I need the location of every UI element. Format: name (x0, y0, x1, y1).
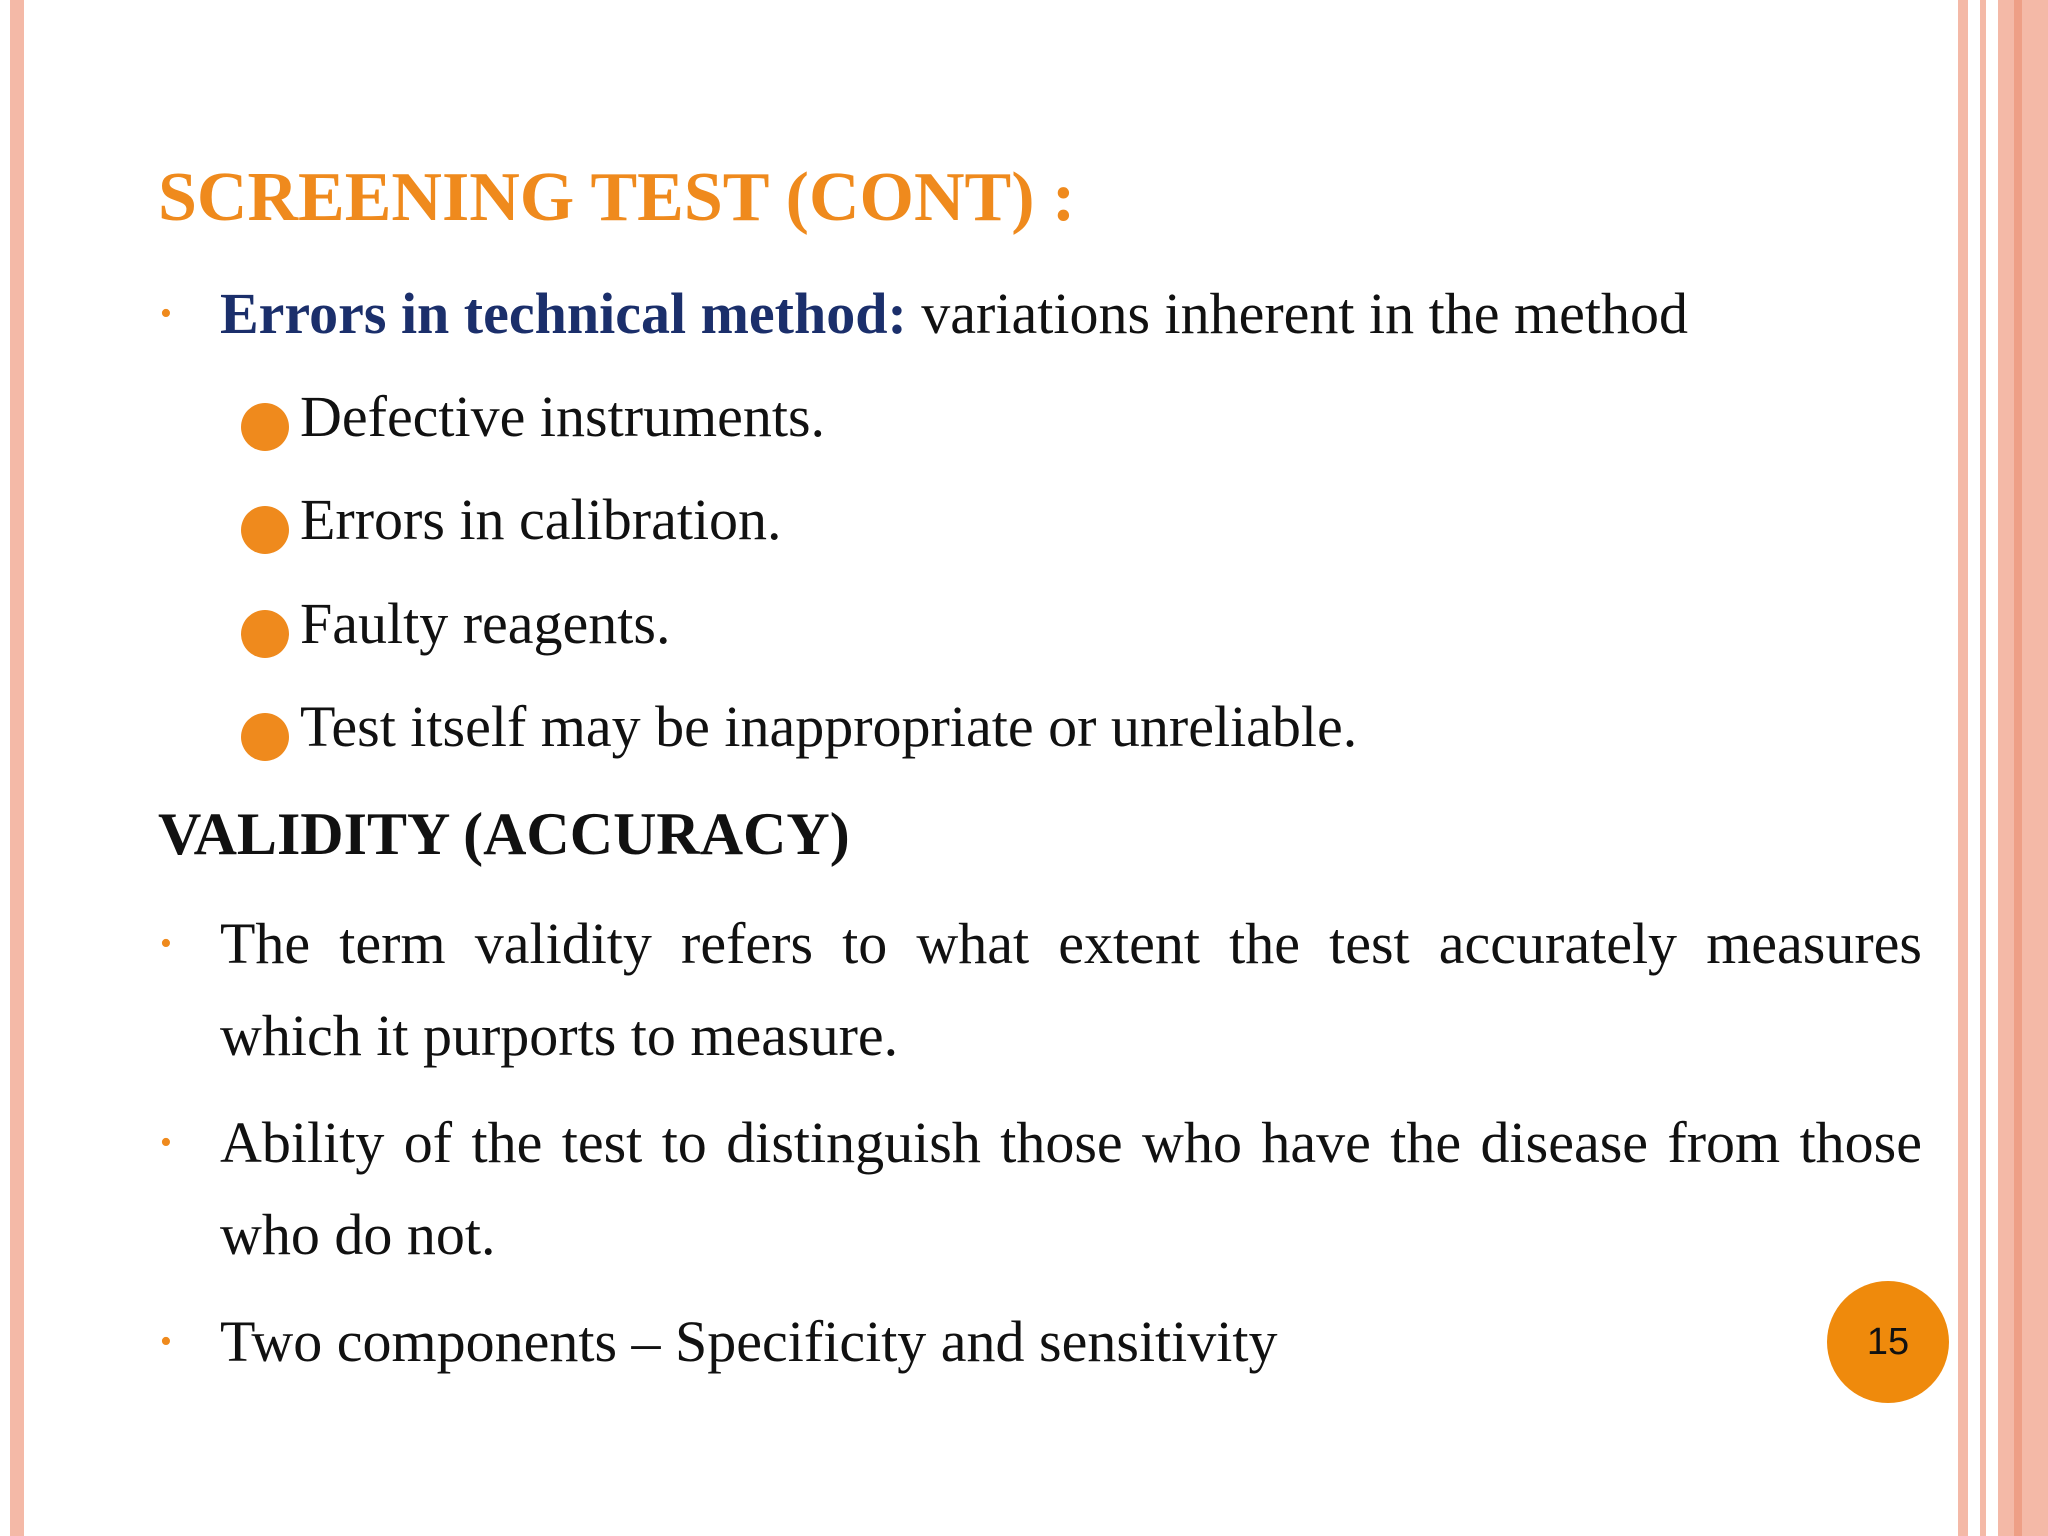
left-border-stripe (10, 0, 24, 1536)
bullet-paragraph: Two components – Specificity and sensitivity (220, 1309, 1278, 1374)
intro-bullet (0, 268, 1960, 360)
right-border-band (1998, 0, 2048, 1536)
right-border-stripe (1958, 0, 1968, 1536)
orange-circle-bullet-icon (241, 713, 289, 761)
bullet-icon: • (160, 295, 172, 332)
slide-title: SCREENING TEST (CONT) : (158, 159, 1076, 236)
orange-circle-bullet-icon (241, 403, 289, 451)
bullet-paragraph: The term validity refers to what extent the test accurately measures which it purports to measure. (220, 911, 1922, 1068)
page-number-badge (1827, 1281, 1949, 1403)
right-border-stripe (1980, 0, 1986, 1536)
bullet-term: Errors in technical method: (220, 281, 907, 346)
sub-item: Test itself may be inappropriate or unreliable. (300, 694, 1358, 759)
bullet-text: variations inherent in the method (906, 281, 1688, 346)
bullet-paragraph: Ability of the test to distinguish those who have the disease from those who do not. (220, 1110, 1922, 1267)
sub-item: Faulty reagents. (300, 591, 671, 656)
right-border-stripe (2014, 0, 2022, 1536)
bullet-icon: • (160, 1323, 172, 1360)
orange-circle-bullet-icon (241, 506, 289, 554)
bullet-icon: • (160, 925, 172, 962)
orange-circle-bullet-icon (241, 610, 289, 658)
sub-item: Errors in calibration. (300, 487, 782, 552)
bullet-icon: • (160, 1124, 172, 1161)
intro-bullet-line (220, 268, 1688, 360)
section-heading: VALIDITY (ACCURACY) (158, 801, 850, 867)
sub-item: Defective instruments. (300, 384, 826, 449)
page-number: 15 (1866, 1320, 1910, 1363)
